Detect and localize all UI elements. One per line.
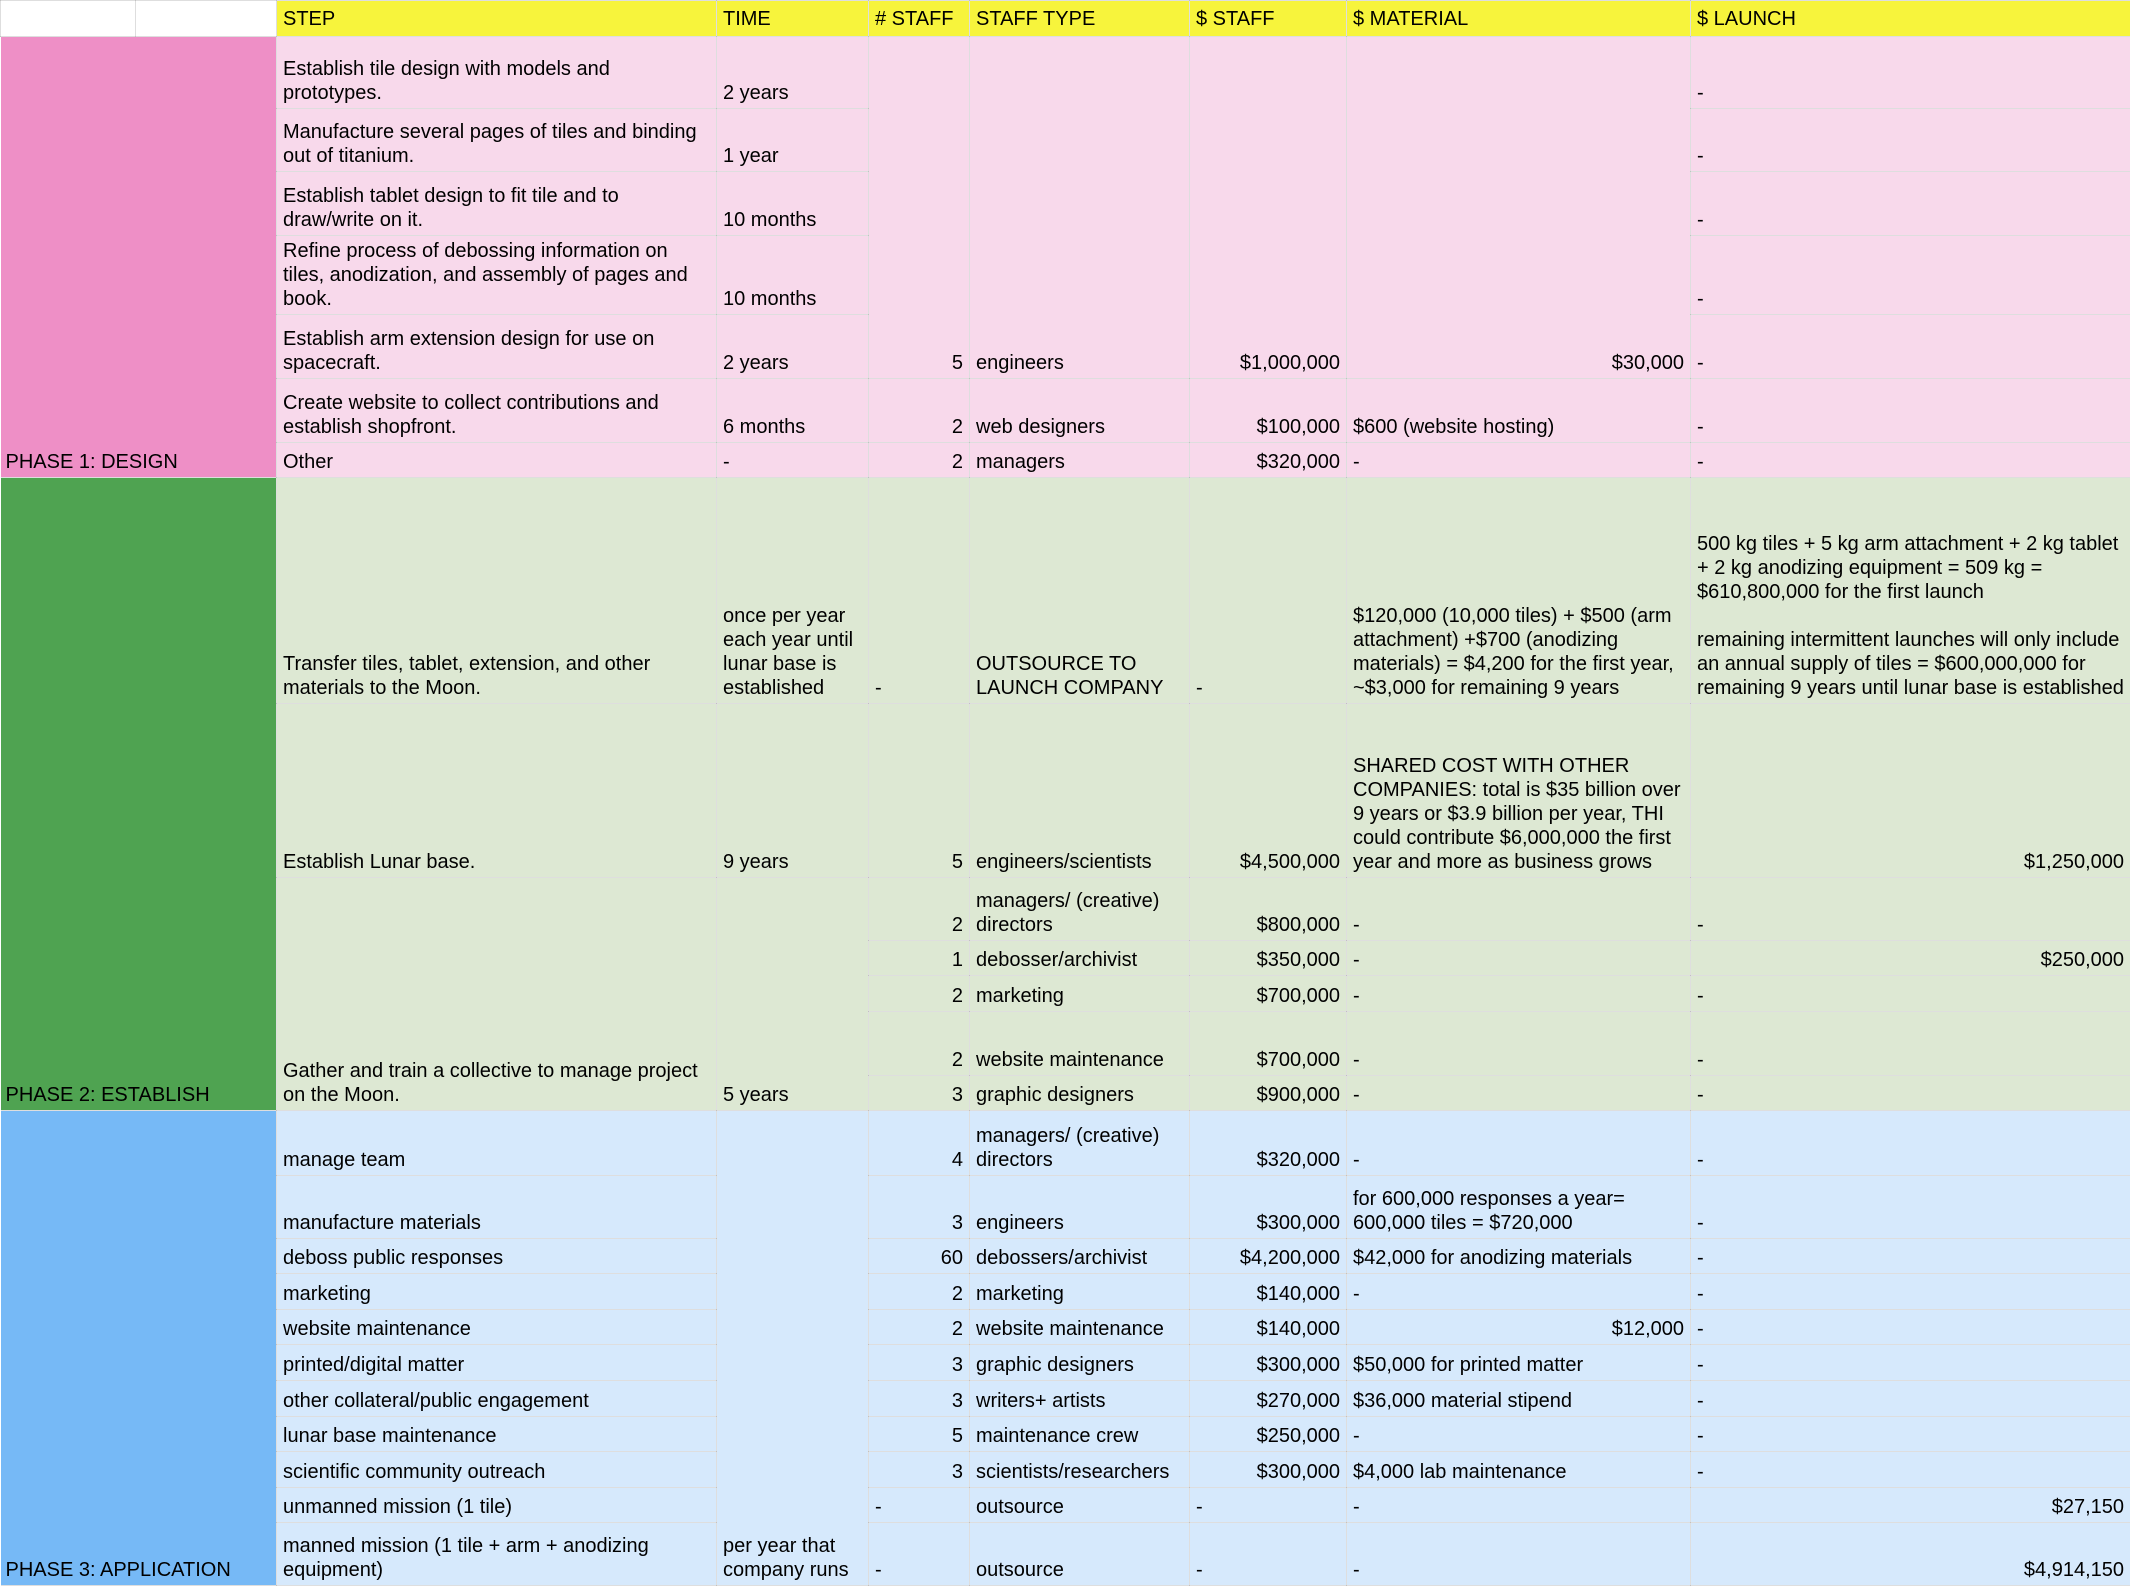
material-cell[interactable]: - bbox=[1347, 1417, 1691, 1452]
staff-type-cell[interactable]: engineers/scientists bbox=[970, 704, 1190, 878]
launch-cell[interactable]: - bbox=[1691, 1012, 2130, 1076]
launch-cell[interactable] bbox=[1691, 478, 2130, 704]
step-cell[interactable]: Create website to collect contributions and establish shopfront. bbox=[277, 379, 717, 443]
material-cell[interactable]: $4,000 lab maintenance bbox=[1347, 1452, 1691, 1488]
launch-note-first: 500 kg tiles + 5 kg arm attachment + 2 kg tablet + 2 kg anodizing equipment = 509 kg = $610,800,000 for the first launch bbox=[1697, 533, 2119, 603]
staff-type-cell[interactable]: OUTSOURCE TO LAUNCH COMPANY bbox=[970, 478, 1190, 704]
launch-cell[interactable]: - bbox=[1691, 379, 2130, 443]
table-row bbox=[1, 1523, 2130, 1586]
step-cell[interactable]: unmanned mission (1 tile) bbox=[277, 1488, 717, 1523]
launch-cell[interactable]: - bbox=[1691, 443, 2130, 478]
staff-cost-cell[interactable]: $1,000,000 bbox=[1190, 37, 1347, 379]
material-cell[interactable]: - bbox=[1347, 1274, 1691, 1310]
launch-cell[interactable]: $1,250,000 bbox=[1691, 704, 2130, 878]
step-cell[interactable]: manage team bbox=[277, 1111, 717, 1176]
step-cell[interactable]: Refine process of debossing information on tiles, anodization, and assembly of pages and book. bbox=[277, 236, 717, 315]
staff-type-cell[interactable]: managers bbox=[970, 443, 1190, 478]
time-cell[interactable]: per year that company runs bbox=[717, 1111, 869, 1586]
table-row bbox=[1, 443, 2130, 478]
step-cell[interactable]: Establish arm extension design for use on spacecraft. bbox=[277, 315, 717, 379]
staff-count-cell[interactable]: 2 bbox=[869, 443, 970, 478]
table-row bbox=[1, 1417, 2130, 1452]
launch-cell[interactable]: - bbox=[1691, 1076, 2130, 1111]
staff-count-cell[interactable]: 3 bbox=[869, 1381, 970, 1417]
staff-cost-cell[interactable]: $300,000 bbox=[1190, 1345, 1347, 1381]
time-cell[interactable]: 9 years bbox=[717, 704, 869, 878]
launch-cell[interactable]: $4,914,150 bbox=[1691, 1523, 2130, 1586]
staff-type-cell[interactable]: scientists/researchers bbox=[970, 1452, 1190, 1488]
launch-cell[interactable]: $27,150 bbox=[1691, 1488, 2130, 1523]
corner-cell[interactable] bbox=[136, 1, 277, 37]
launch-note-remaining: remaining intermittent launches will only include an annual supply of tiles = $600,000,000 for remaining 9 years until lunar base is established bbox=[1697, 629, 2124, 699]
launch-cell[interactable]: - bbox=[1691, 1176, 2130, 1239]
launch-cell[interactable]: - bbox=[1691, 1381, 2130, 1417]
time-cell[interactable]: 10 months bbox=[717, 236, 869, 315]
material-cell[interactable]: - bbox=[1347, 1076, 1691, 1111]
column-header-step[interactable]: STEP bbox=[277, 1, 717, 37]
staff-cost-cell[interactable]: $900,000 bbox=[1190, 1076, 1347, 1111]
step-cell[interactable]: deboss public responses bbox=[277, 1239, 717, 1274]
table-row bbox=[1, 704, 2130, 878]
time-cell[interactable]: 5 years bbox=[717, 878, 869, 1111]
launch-cell[interactable]: - bbox=[1691, 976, 2130, 1012]
staff-cost-cell[interactable]: $140,000 bbox=[1190, 1274, 1347, 1310]
staff-type-cell[interactable]: engineers bbox=[970, 37, 1190, 379]
table-row bbox=[1, 1111, 2130, 1176]
table-row bbox=[1, 1381, 2130, 1417]
material-cell[interactable]: - bbox=[1347, 1012, 1691, 1076]
staff-count-cell[interactable]: 3 bbox=[869, 1452, 970, 1488]
launch-cell[interactable]: - bbox=[1691, 1345, 2130, 1381]
launch-cell[interactable]: - bbox=[1691, 315, 2130, 379]
launch-cell[interactable]: - bbox=[1691, 1239, 2130, 1274]
material-cell[interactable]: - bbox=[1347, 976, 1691, 1012]
time-cell[interactable]: 2 years bbox=[717, 315, 869, 379]
staff-count-cell[interactable]: 5 bbox=[869, 1417, 970, 1452]
table-row bbox=[1, 1176, 2130, 1239]
table-row bbox=[1, 1345, 2130, 1381]
staff-count-cell[interactable]: 2 bbox=[869, 1012, 970, 1076]
staff-type-cell[interactable]: website maintenance bbox=[970, 1310, 1190, 1345]
staff-cost-cell[interactable]: $250,000 bbox=[1190, 1417, 1347, 1452]
table-row bbox=[1, 1274, 2130, 1310]
staff-cost-cell[interactable]: $700,000 bbox=[1190, 976, 1347, 1012]
column-header-staff-cost[interactable]: $ STAFF bbox=[1190, 1, 1347, 37]
table-row bbox=[1, 37, 2130, 109]
staff-cost-cell[interactable]: $300,000 bbox=[1190, 1176, 1347, 1239]
staff-count-cell[interactable]: 2 bbox=[869, 976, 970, 1012]
table-row bbox=[1, 1488, 2130, 1523]
staff-count-cell[interactable]: 1 bbox=[869, 941, 970, 976]
step-cell[interactable]: Establish tablet design to fit tile and to draw/write on it. bbox=[277, 172, 717, 236]
staff-count-cell[interactable]: 3 bbox=[869, 1176, 970, 1239]
staff-count-cell[interactable]: 2 bbox=[869, 878, 970, 941]
column-header-staff-type[interactable]: STAFF TYPE bbox=[970, 1, 1190, 37]
staff-cost-cell[interactable]: $320,000 bbox=[1190, 443, 1347, 478]
staff-cost-cell[interactable]: $4,500,000 bbox=[1190, 704, 1347, 878]
column-header-launch[interactable]: $ LAUNCH bbox=[1691, 1, 2130, 37]
time-cell[interactable]: 10 months bbox=[717, 172, 869, 236]
launch-cell[interactable]: - bbox=[1691, 878, 2130, 941]
material-cell[interactable]: $120,000 (10,000 tiles) + $500 (arm attachment) +$700 (anodizing materials) = $4,200 for the first year, ~$3,000 for remaining 9 years bbox=[1347, 478, 1691, 704]
step-cell[interactable]: marketing bbox=[277, 1274, 717, 1310]
staff-cost-cell[interactable]: - bbox=[1190, 1488, 1347, 1523]
staff-count-cell[interactable]: 5 bbox=[869, 37, 970, 379]
launch-cell[interactable]: - bbox=[1691, 1417, 2130, 1452]
table-row bbox=[1, 878, 2130, 941]
step-cell[interactable]: Gather and train a collective to manage project on the Moon. bbox=[277, 878, 717, 1111]
staff-cost-cell[interactable]: $350,000 bbox=[1190, 941, 1347, 976]
step-cell[interactable]: Transfer tiles, tablet, extension, and other materials to the Moon. bbox=[277, 478, 717, 704]
staff-count-cell[interactable]: 3 bbox=[869, 1345, 970, 1381]
staff-count-cell[interactable]: 4 bbox=[869, 1111, 970, 1176]
staff-type-cell[interactable]: marketing bbox=[970, 1274, 1190, 1310]
phase1-label-cell[interactable]: PHASE 1: DESIGN bbox=[1, 37, 277, 478]
staff-count-cell[interactable]: 3 bbox=[869, 1076, 970, 1111]
material-cell[interactable]: - bbox=[1347, 1523, 1691, 1586]
step-cell[interactable]: Establish Lunar base. bbox=[277, 704, 717, 878]
staff-type-cell[interactable]: debosser/archivist bbox=[970, 941, 1190, 976]
staff-type-cell[interactable]: web designers bbox=[970, 379, 1190, 443]
column-header-staff-count[interactable]: # STAFF bbox=[869, 1, 970, 37]
step-cell[interactable]: manufacture materials bbox=[277, 1176, 717, 1239]
staff-count-cell[interactable]: 5 bbox=[869, 704, 970, 878]
launch-cell[interactable]: $250,000 bbox=[1691, 941, 2130, 976]
staff-cost-cell[interactable]: $300,000 bbox=[1190, 1452, 1347, 1488]
step-cell[interactable]: Manufacture several pages of tiles and binding out of titanium. bbox=[277, 109, 717, 172]
table-row bbox=[1, 478, 2130, 704]
staff-cost-cell[interactable]: $700,000 bbox=[1190, 1012, 1347, 1076]
time-cell[interactable]: once per year each year until lunar base is established bbox=[717, 478, 869, 704]
material-cell[interactable]: $36,000 material stipend bbox=[1347, 1381, 1691, 1417]
launch-cell[interactable]: - bbox=[1691, 1111, 2130, 1176]
staff-type-cell[interactable]: writers+ artists bbox=[970, 1381, 1190, 1417]
launch-cell[interactable]: - bbox=[1691, 1274, 2130, 1310]
step-cell[interactable]: printed/digital matter bbox=[277, 1345, 717, 1381]
material-cell[interactable]: SHARED COST WITH OTHER COMPANIES: total is $35 billion over 9 years or $3.9 billion per year, THI could contribute $6,000,000 the first year and more as business grows bbox=[1347, 704, 1691, 878]
staff-cost-cell[interactable]: $4,200,000 bbox=[1190, 1239, 1347, 1274]
staff-cost-cell[interactable]: $800,000 bbox=[1190, 878, 1347, 941]
staff-type-cell[interactable]: graphic designers bbox=[970, 1076, 1190, 1111]
staff-cost-cell[interactable]: $100,000 bbox=[1190, 379, 1347, 443]
staff-count-cell[interactable]: - bbox=[869, 478, 970, 704]
staff-count-cell[interactable]: 2 bbox=[869, 1310, 970, 1345]
step-cell[interactable]: Establish tile design with models and prototypes. bbox=[277, 37, 717, 109]
material-cell[interactable]: - bbox=[1347, 1111, 1691, 1176]
table-row bbox=[1, 1452, 2130, 1488]
material-cell[interactable]: for 600,000 responses a year= 600,000 tiles = $720,000 bbox=[1347, 1176, 1691, 1239]
material-cell[interactable]: $50,000 for printed matter bbox=[1347, 1345, 1691, 1381]
staff-count-cell[interactable]: 2 bbox=[869, 1274, 970, 1310]
phase3-label-cell[interactable]: PHASE 3: APPLICATION bbox=[1, 1111, 277, 1586]
column-header-material[interactable]: $ MATERIAL bbox=[1347, 1, 1691, 37]
material-cell[interactable]: $30,000 bbox=[1347, 37, 1691, 379]
time-cell[interactable]: 6 months bbox=[717, 379, 869, 443]
staff-cost-cell[interactable]: $270,000 bbox=[1190, 1381, 1347, 1417]
staff-cost-cell[interactable]: - bbox=[1190, 478, 1347, 704]
material-cell[interactable]: - bbox=[1347, 1488, 1691, 1523]
time-cell[interactable]: 1 year bbox=[717, 109, 869, 172]
staff-count-cell[interactable]: 2 bbox=[869, 379, 970, 443]
table-row bbox=[1, 1310, 2130, 1345]
staff-type-cell[interactable]: marketing bbox=[970, 976, 1190, 1012]
material-cell[interactable]: $42,000 for anodizing materials bbox=[1347, 1239, 1691, 1274]
staff-cost-cell[interactable]: - bbox=[1190, 1523, 1347, 1586]
staff-type-cell[interactable]: engineers bbox=[970, 1176, 1190, 1239]
staff-type-cell[interactable]: debossers/archivist bbox=[970, 1239, 1190, 1274]
staff-cost-cell[interactable]: $320,000 bbox=[1190, 1111, 1347, 1176]
step-cell[interactable]: website maintenance bbox=[277, 1310, 717, 1345]
step-cell[interactable]: Other bbox=[277, 443, 717, 478]
table-row bbox=[1, 1239, 2130, 1274]
material-cell[interactable]: - bbox=[1347, 878, 1691, 941]
staff-type-cell[interactable]: managers/ (creative) directors bbox=[970, 878, 1190, 941]
step-cell[interactable]: other collateral/public engagement bbox=[277, 1381, 717, 1417]
time-cell[interactable]: 2 years bbox=[717, 37, 869, 109]
step-cell[interactable]: lunar base maintenance bbox=[277, 1417, 717, 1452]
material-cell[interactable]: - bbox=[1347, 941, 1691, 976]
header-row bbox=[1, 1, 2130, 37]
staff-type-cell[interactable]: graphic designers bbox=[970, 1345, 1190, 1381]
staff-count-cell[interactable]: - bbox=[869, 1488, 970, 1523]
material-cell[interactable]: $12,000 bbox=[1347, 1310, 1691, 1345]
launch-cell[interactable]: - bbox=[1691, 37, 2130, 109]
staff-type-cell[interactable]: maintenance crew bbox=[970, 1417, 1190, 1452]
material-cell[interactable]: $600 (website hosting) bbox=[1347, 379, 1691, 443]
time-cell[interactable]: - bbox=[717, 443, 869, 478]
staff-type-cell[interactable]: outsource bbox=[970, 1488, 1190, 1523]
step-cell[interactable]: manned mission (1 tile + arm + anodizing equipment) bbox=[277, 1523, 717, 1586]
staff-type-cell[interactable]: outsource bbox=[970, 1523, 1190, 1586]
staff-count-cell[interactable]: - bbox=[869, 1523, 970, 1586]
material-cell[interactable]: - bbox=[1347, 443, 1691, 478]
phase2-label-cell[interactable]: PHASE 2: ESTABLISH bbox=[1, 478, 277, 1111]
launch-cell[interactable]: - bbox=[1691, 1310, 2130, 1345]
launch-cell[interactable]: - bbox=[1691, 172, 2130, 236]
corner-cell[interactable] bbox=[1, 1, 136, 37]
launch-cell[interactable]: - bbox=[1691, 1452, 2130, 1488]
launch-cell[interactable]: - bbox=[1691, 109, 2130, 172]
staff-type-cell[interactable]: website maintenance bbox=[970, 1012, 1190, 1076]
staff-cost-cell[interactable]: $140,000 bbox=[1190, 1310, 1347, 1345]
step-cell[interactable]: scientific community outreach bbox=[277, 1452, 717, 1488]
staff-count-cell[interactable]: 60 bbox=[869, 1239, 970, 1274]
column-header-time[interactable]: TIME bbox=[717, 1, 869, 37]
table-row bbox=[1, 379, 2130, 443]
launch-cell[interactable]: - bbox=[1691, 236, 2130, 315]
staff-type-cell[interactable]: managers/ (creative) directors bbox=[970, 1111, 1190, 1176]
